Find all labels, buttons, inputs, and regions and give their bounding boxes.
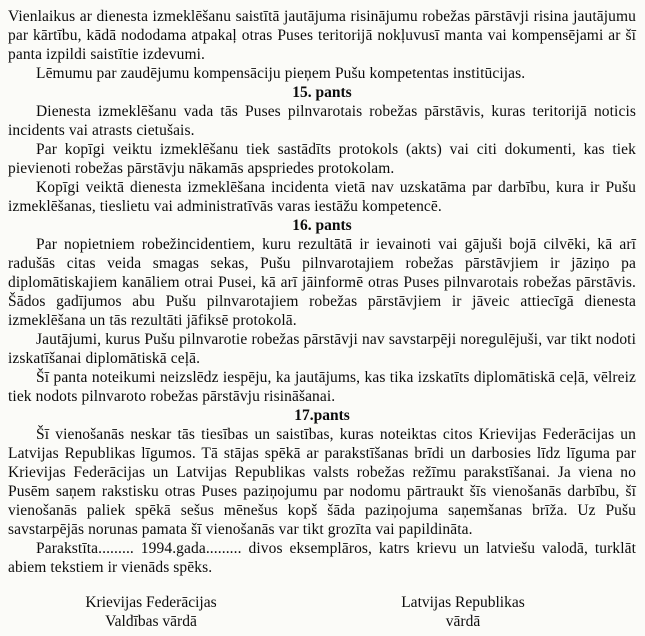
paragraph-signing-clause: Parakstīta......... 1994.gada......... divos eksemplāros, katrs krievu un latviešu valodā, turklāt abiem tekstiem ir vienāds spēks. [8, 540, 636, 576]
paragraph-investigation-lead: Dienesta izmeklēšanu vada tās Puses pilnvarotais robežas pārstāvis, kuras teritorijā noticis incidents vai atrasts cietušais. [8, 103, 636, 139]
paragraph-competence-limits: Kopīgi veiktā dienesta izmeklēšana incidenta vietā nav uzskatāma par darbību, kura ir Pušu izmeklēšanas, tieslietu vai administratīvās varas iestāžu kompetencē. [8, 179, 636, 215]
paragraph-compensation-decision: Lēmumu par zaudējumu kompensāciju pieņem Pušu kompetentas institūcijas. [36, 65, 526, 82]
paragraph-continuation: Vienlaikus ar dienesta izmeklēšanu saistītā jautājuma risinājumu robežas pārstāvji risina jautājumu par kārtību, kādā nododama atpakaļ otras Puses teritorijā nokļuvusī manta vai kompensējami ar šī panta izpildi saistītie izdevumi. [8, 8, 636, 63]
signature-latvia-line2: vārdā [445, 613, 481, 630]
signature-russia-line2: Valdības vārdā [105, 613, 197, 630]
section-heading-16: 16. pants [292, 217, 352, 234]
section-heading-17: 17.pants [294, 407, 350, 424]
signature-latvia-line1: Latvijas Republikas [401, 594, 525, 611]
paragraph-diplomatic-referral: Jautājumi, kurus Pušu pilnvarotie robežas pārstāvji nav savstarpēji noregulējuši, var tikt nodoti izskatīšanai diplomātiskā ceļā. [8, 331, 636, 367]
signature-russia-line1: Krievijas Federācijas [85, 594, 217, 611]
signature-russia [0, 593, 308, 631]
paragraph-serious-incidents: Par nopietniem robežincidentiem, kuru rezultātā ir ievainoti vai gājuši bojā cilvēki, kā arī radušās citas veida smagas sekas, Pušu pilnvarotajiem robežas pārstāvjiem ir jāziņo pa diplomātiskajiem kanāliem otrai Pusei, kā arī jāinformē otras Puses pilnvarotais robežas pārstāvis. Šādos gadījumos abu Pušu pilnvarotajiem robežas pārstāvjiem ir jāveic attiecīgā dienesta izmeklēšana un tās rezultāti jāfiksē protokolā. [8, 236, 636, 329]
paragraph-protocol-documents: Par kopīgi veiktu izmeklēšanu tiek sastādīts protokols (akts) vai citi dokumenti, kas tiek pievienoti robežas pārstāvju nākamās apspriedes protokolam. [8, 141, 636, 177]
paragraph-return-to-representatives: Šī panta noteikumi neizslēdz iespēju, ka jautājums, kas tika izskatīts diplomātiskā ceļā, vēlreiz tiek nodots pilnvaroto robežas pārstāvju risināšanai. [8, 369, 636, 405]
section-heading-15: 15. pants [292, 84, 352, 101]
signature-block [8, 593, 636, 631]
signature-latvia [306, 593, 620, 631]
paragraph-final-provisions: Šī vienošanās neskar tās tiesības un saistības, kuras noteiktas citos Krievijas Federācijas un Latvijas Republikas līgumos. Tā stājas spēkā ar parakstīšanas brīdi un darbosies līdz līguma par Krievijas Federācijas un Latvijas Republikas valsts robežas režīmu parakstīšanai. Ja viena no Pusēm saņem rakstisku otras Puses paziņojumu par nodomu pārtraukt šīs vienošanās darbību, šī vienošanās paliek spēkā sešus mēnešus kopš šāda paziņojuma saņemšanas brīža. Uz Pušu savstarpējās norunas pamata šī vienošanās var tikt grozīta vai papildināta. [8, 426, 636, 538]
